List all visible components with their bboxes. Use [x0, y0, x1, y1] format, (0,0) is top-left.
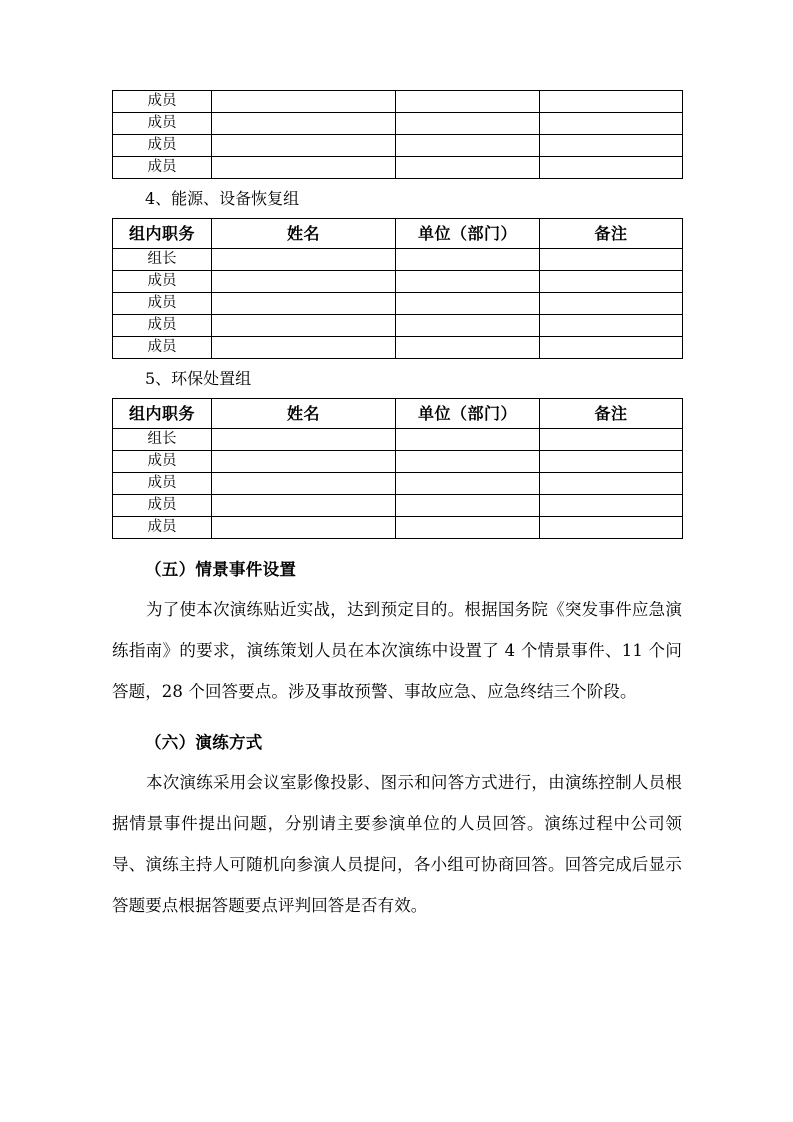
cell-role: 成员	[113, 451, 212, 473]
cell-name	[212, 113, 396, 135]
cell-note	[540, 315, 683, 337]
roster-table-group-4	[112, 218, 683, 359]
cell-role: 成员	[113, 337, 212, 359]
cell-note	[540, 337, 683, 359]
cell-note	[540, 517, 683, 539]
cell-unit	[396, 337, 540, 359]
cell-unit	[396, 473, 540, 495]
cell-role: 成员	[113, 495, 212, 517]
cell-note	[540, 135, 683, 157]
header-role: 组内职务	[113, 219, 212, 249]
table-row	[113, 249, 683, 271]
cell-name	[212, 157, 396, 179]
table-row	[113, 293, 683, 315]
table-row	[113, 271, 683, 293]
cell-unit	[396, 495, 540, 517]
cell-role: 组长	[113, 429, 212, 451]
cell-unit	[396, 315, 540, 337]
table-header-row	[113, 219, 683, 249]
cell-note	[540, 451, 683, 473]
cell-note	[540, 495, 683, 517]
section-heading-six: （六）演练方式	[145, 733, 263, 752]
cell-role: 成员	[113, 315, 212, 337]
document-content	[112, 90, 682, 930]
table-row	[113, 451, 683, 473]
cell-name	[212, 135, 396, 157]
cell-unit	[396, 113, 540, 135]
cell-note	[540, 91, 683, 113]
cell-note	[540, 249, 683, 271]
cell-unit	[396, 517, 540, 539]
header-unit: 单位（部门）	[396, 219, 540, 249]
table-row	[113, 113, 683, 135]
cell-note	[540, 113, 683, 135]
cell-role: 组长	[113, 249, 212, 271]
header-unit: 单位（部门）	[396, 399, 540, 429]
cell-name	[212, 249, 396, 271]
table-row	[113, 517, 683, 539]
continued-roster-table	[112, 90, 683, 179]
cell-unit	[396, 451, 540, 473]
cell-note	[540, 157, 683, 179]
cell-role: 成员	[113, 473, 212, 495]
cell-note	[540, 293, 683, 315]
header-note: 备注	[540, 399, 683, 429]
table-row	[113, 429, 683, 451]
section-heading-five: （五）情景事件设置	[145, 560, 297, 579]
cell-role: 成员	[113, 135, 212, 157]
cell-unit	[396, 157, 540, 179]
header-role: 组内职务	[113, 399, 212, 429]
cell-name	[212, 271, 396, 293]
header-note: 备注	[540, 219, 683, 249]
cell-role: 成员	[113, 157, 212, 179]
header-name: 姓名	[212, 399, 396, 429]
cell-unit	[396, 293, 540, 315]
cell-unit	[396, 135, 540, 157]
cell-unit	[396, 271, 540, 293]
table-row	[113, 473, 683, 495]
cell-name	[212, 495, 396, 517]
cell-name	[212, 451, 396, 473]
cell-name	[212, 293, 396, 315]
table-row	[113, 135, 683, 157]
table-row	[113, 337, 683, 359]
cell-name	[212, 91, 396, 113]
cell-note	[540, 473, 683, 495]
cell-note	[540, 429, 683, 451]
cell-name	[212, 315, 396, 337]
cell-unit	[396, 429, 540, 451]
cell-unit	[396, 91, 540, 113]
table-header-row	[113, 399, 683, 429]
group-label-4: 4、能源、设备恢复组	[145, 189, 300, 208]
table-row	[113, 91, 683, 113]
cell-role: 成员	[113, 517, 212, 539]
table-row	[113, 495, 683, 517]
group-label-5: 5、环保处置组	[145, 369, 252, 388]
header-name: 姓名	[212, 219, 396, 249]
cell-name	[212, 473, 396, 495]
cell-role: 成员	[113, 293, 212, 315]
section-paragraph-five: 为了使本次演练贴近实战，达到预定目的。根据国务院《突发事件应急演练指南》的要求，演练策划人员在本次演练中设置了 4 个情景事件、11 个问答题，28 个回答要点。涉及事故预警、事故应急、应急终结三个阶段。	[112, 600, 682, 701]
cell-name	[212, 429, 396, 451]
section-paragraph-six: 本次演练采用会议室影像投影、图示和问答方式进行，由演练控制人员根据情景事件提出问题，分别请主要参演单位的人员回答。演练过程中公司领导、演练主持人可随机向参演人员提问，各小组可协商回答。回答完成后显示答题要点根据答题要点评判回答是否有效。	[112, 773, 682, 915]
cell-name	[212, 337, 396, 359]
roster-table-group-5	[112, 398, 683, 539]
table-row	[113, 315, 683, 337]
cell-name	[212, 517, 396, 539]
cell-role: 成员	[113, 271, 212, 293]
cell-role: 成员	[113, 91, 212, 113]
table-row	[113, 157, 683, 179]
cell-unit	[396, 249, 540, 271]
cell-role: 成员	[113, 113, 212, 135]
cell-note	[540, 271, 683, 293]
